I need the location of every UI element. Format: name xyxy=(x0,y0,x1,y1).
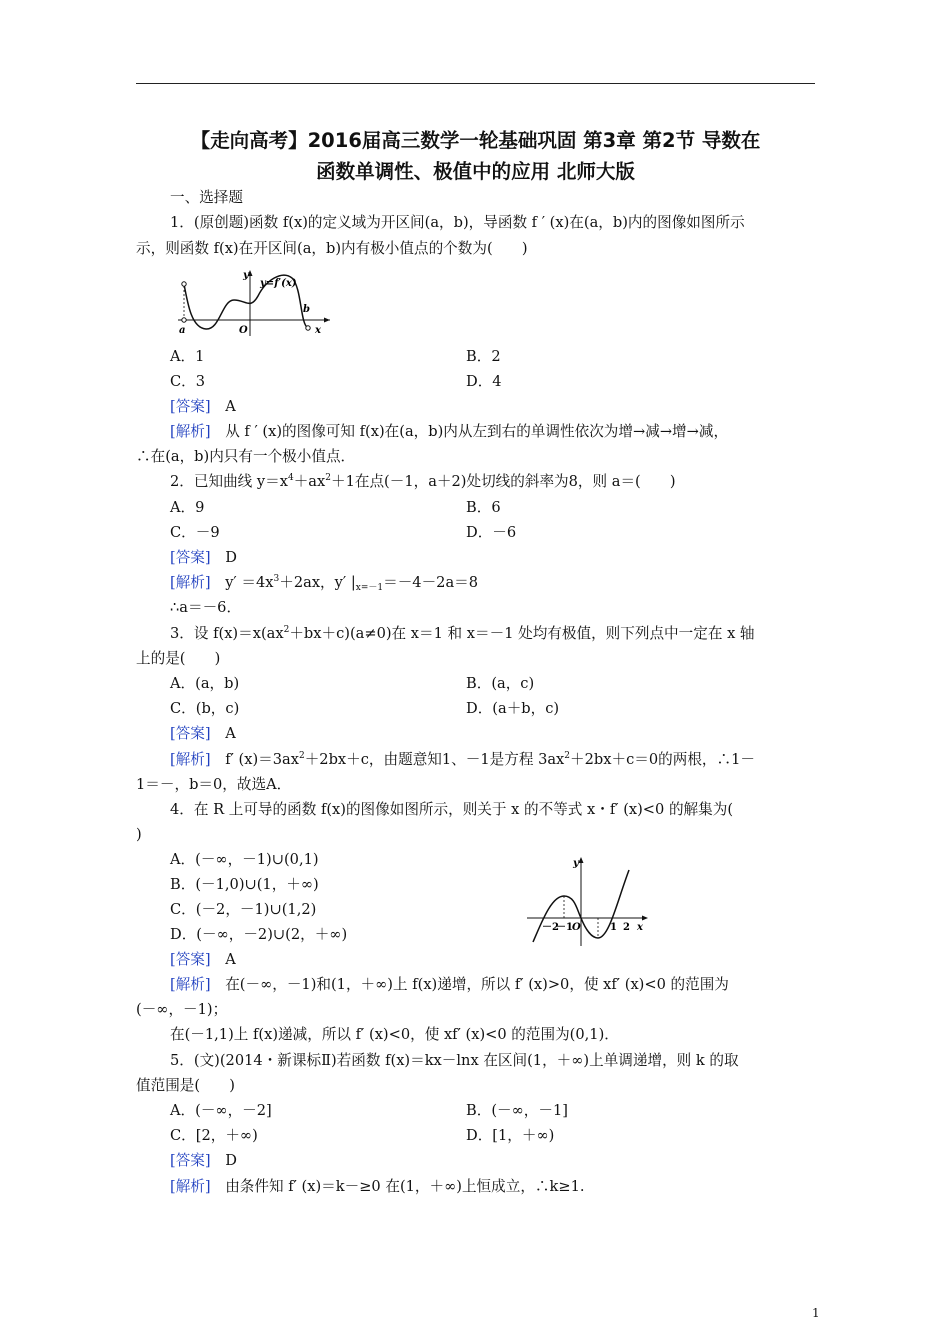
q4-option-c: C．(－2，－1)∪(1,2) xyxy=(170,901,317,918)
q3-analysis-line1 xyxy=(170,751,755,769)
analysis-tag: [解析] xyxy=(170,751,211,768)
q4-stem-line2: ) xyxy=(136,826,142,843)
q5-analysis-text: 由条件知 f′ (x)＝k－≥0 在(1，＋∞)上恒成立，∴k≥1. xyxy=(225,1178,585,1195)
q2-option-b: B．6 xyxy=(466,499,501,516)
analysis-tag: [解析] xyxy=(170,574,211,591)
q4-analysis-line1 xyxy=(170,976,729,994)
top-rule xyxy=(136,83,815,84)
answer-tag: [答案] xyxy=(170,549,211,566)
q3-analysis-part: ＋2bx＋c＝0的两根，∴1－ xyxy=(570,751,755,768)
q4-label-neg1: －1 xyxy=(556,922,573,933)
q3-analysis-part: ＋2bx＋c，由题意知1、－1是方程 3ax xyxy=(304,751,565,768)
q5-option-b: B．(－∞，－1] xyxy=(466,1102,568,1119)
q2-answer-line xyxy=(170,549,237,567)
q3-option-c: C．(b，c) xyxy=(170,700,240,717)
q2-stem-part: 2．已知曲线 y＝x xyxy=(170,473,288,490)
q1-label-a: a xyxy=(179,325,186,336)
page-number: 1 xyxy=(812,1306,820,1320)
q1-analysis-line2: ∴在(a，b)内只有一个极小值点． xyxy=(136,448,356,465)
q4-analysis-line2: (－∞，－1)； xyxy=(136,1001,228,1018)
q3-analysis-line2: 1＝－，b＝0，故选A． xyxy=(136,776,292,793)
q4-analysis-text: 在(－∞，－1)和(1，＋∞)上 f(x)递增，所以 f′ (x)>0，使 xf′ (x)<0 的范围为 xyxy=(225,976,729,993)
q3-answer-line xyxy=(170,725,236,743)
q5-analysis-line1 xyxy=(170,1178,585,1196)
q2-analysis-part: ＝－4－2a＝8 xyxy=(383,574,479,591)
q2-exponent: 3 xyxy=(273,574,280,584)
q3-exponent: 2 xyxy=(564,751,571,761)
doc-title-line2: 函数单调性、极值中的应用 北师大版 xyxy=(316,160,635,183)
q4-answer-line xyxy=(170,951,236,969)
q5-answer-line xyxy=(170,1152,237,1170)
q2-analysis-part: ＋2ax，y′ | xyxy=(279,574,356,591)
q3-stem-part: 3．设 f(x)＝x(ax xyxy=(170,625,284,642)
q1-answer: A xyxy=(225,398,236,415)
q3-exponent: 2 xyxy=(298,751,305,761)
q2-option-c: C．－9 xyxy=(170,524,220,541)
answer-tag: [答案] xyxy=(170,951,211,968)
q4-option-d: D．(－∞，－2)∪(2，＋∞) xyxy=(170,926,348,943)
q5-stem-line1: 5．(文)(2014・新课标Ⅱ)若函数 f(x)＝kx－lnx 在区间(1，＋∞)上单调递增，则 k 的取 xyxy=(170,1052,739,1069)
q1-label-x: x xyxy=(315,325,321,336)
q1-option-a: A．1 xyxy=(170,348,205,365)
q2-stem-part: ＋1在点(－1，a＋2)处切线的斜率为8，则 a＝( ) xyxy=(330,473,676,490)
q1-option-c: C．3 xyxy=(170,373,206,390)
analysis-tag: [解析] xyxy=(170,423,211,440)
q4-option-b: B．(－1,0)∪(1，＋∞) xyxy=(170,876,319,893)
q3-analysis-part: f′ (x)＝3ax xyxy=(225,751,299,768)
q2-option-a: A．9 xyxy=(170,499,205,516)
q2-subscript: x=－1 xyxy=(355,583,384,593)
q4-stem-line1: 4．在 R 上可导的函数 f(x)的图像如图所示，则关于 x 的不等式 x・f′ (x)<0 的解集为( xyxy=(170,801,734,818)
q3-option-a: A．(a，b) xyxy=(170,675,240,692)
q3-stem-part: ＋bx＋c)(a≠0)在 x＝1 和 x＝－1 处均有极值，则下列点中一定在 x 轴 xyxy=(289,625,755,642)
q2-exponent: 4 xyxy=(287,473,294,483)
q1-option-d: D．4 xyxy=(466,373,502,390)
q5-stem-line2: 值范围是( ) xyxy=(136,1077,235,1094)
q1-answer-line xyxy=(170,398,236,416)
q4-analysis-line3: 在(－1,1)上 f(x)递减，所以 f′ (x)<0，使 xf′ (x)<0 的范围为(0,1)． xyxy=(170,1026,619,1043)
q2-stem xyxy=(170,473,676,491)
q4-label-x: x xyxy=(637,922,643,933)
answer-tag: [答案] xyxy=(170,1152,211,1169)
q3-stem-line2: 上的是( ) xyxy=(136,650,221,667)
q3-answer: A xyxy=(225,725,236,742)
q2-analysis-part: y′ ＝4x xyxy=(225,574,274,591)
answer-tag: [答案] xyxy=(170,398,211,415)
q1-stem-line1: 1．(原创题)函数 f(x)的定义域为开区间(a，b)，导函数 f ′ (x)在(a，b)内的图像如图所示 xyxy=(170,214,745,231)
q5-option-d: D．[1，＋∞) xyxy=(466,1127,555,1144)
q1-derivative-graph xyxy=(170,266,335,338)
q2-analysis-line2: ∴a＝－6． xyxy=(170,599,242,616)
q4-label-y: y xyxy=(573,858,579,869)
q3-option-d: D．(a＋b，c) xyxy=(466,700,560,717)
q1-label-b: b xyxy=(303,304,310,315)
q4-function-graph xyxy=(525,852,653,952)
q1-analysis-line1 xyxy=(170,423,728,441)
answer-tag: [答案] xyxy=(170,725,211,742)
doc-title-line1: 【走向高考】2016届高三数学一轮基础巩固 第3章 第2节 导数在 xyxy=(190,129,761,152)
q3-option-b: B．(a，c) xyxy=(466,675,535,692)
q3-stem-line1 xyxy=(170,625,755,643)
q3-exponent: 2 xyxy=(283,625,290,635)
q1-label-y: y xyxy=(243,270,249,281)
q1-stem-line2: 示，则函数 f(x)在开区间(a，b)内有极小值点的个数为( ) xyxy=(136,240,528,257)
q4-label-two: 2 xyxy=(623,922,630,933)
analysis-tag: [解析] xyxy=(170,976,211,993)
q4-label-neg2: －2 xyxy=(542,922,559,933)
q5-option-a: A．(－∞，－2] xyxy=(170,1102,272,1119)
q2-answer: D xyxy=(225,549,237,566)
q1-option-b: B．2 xyxy=(466,348,501,365)
q5-answer: D xyxy=(225,1152,237,1169)
q2-exponent: 2 xyxy=(325,473,331,483)
q5-option-c: C．[2，＋∞) xyxy=(170,1127,258,1144)
q1-label-curve: y=f′(x) xyxy=(260,278,297,289)
analysis-tag: [解析] xyxy=(170,1178,211,1195)
q2-stem-part: ＋ax xyxy=(293,473,326,490)
q1-label-origin: O xyxy=(239,325,248,336)
q4-answer: A xyxy=(225,951,236,968)
section-heading: 一、选择题 xyxy=(170,189,243,206)
q2-analysis-line1 xyxy=(170,574,478,592)
q2-option-d: D．－6 xyxy=(466,524,517,541)
q4-label-one: 1 xyxy=(610,922,617,933)
q1-analysis-text: 从 f ′ (x)的图像可知 f(x)在(a，b)内从左到右的单调性依次为增→减→增→减， xyxy=(225,423,729,440)
q4-option-a: A．(－∞，－1)∪(0,1) xyxy=(170,851,319,868)
q4-label-origin: O xyxy=(572,922,581,933)
